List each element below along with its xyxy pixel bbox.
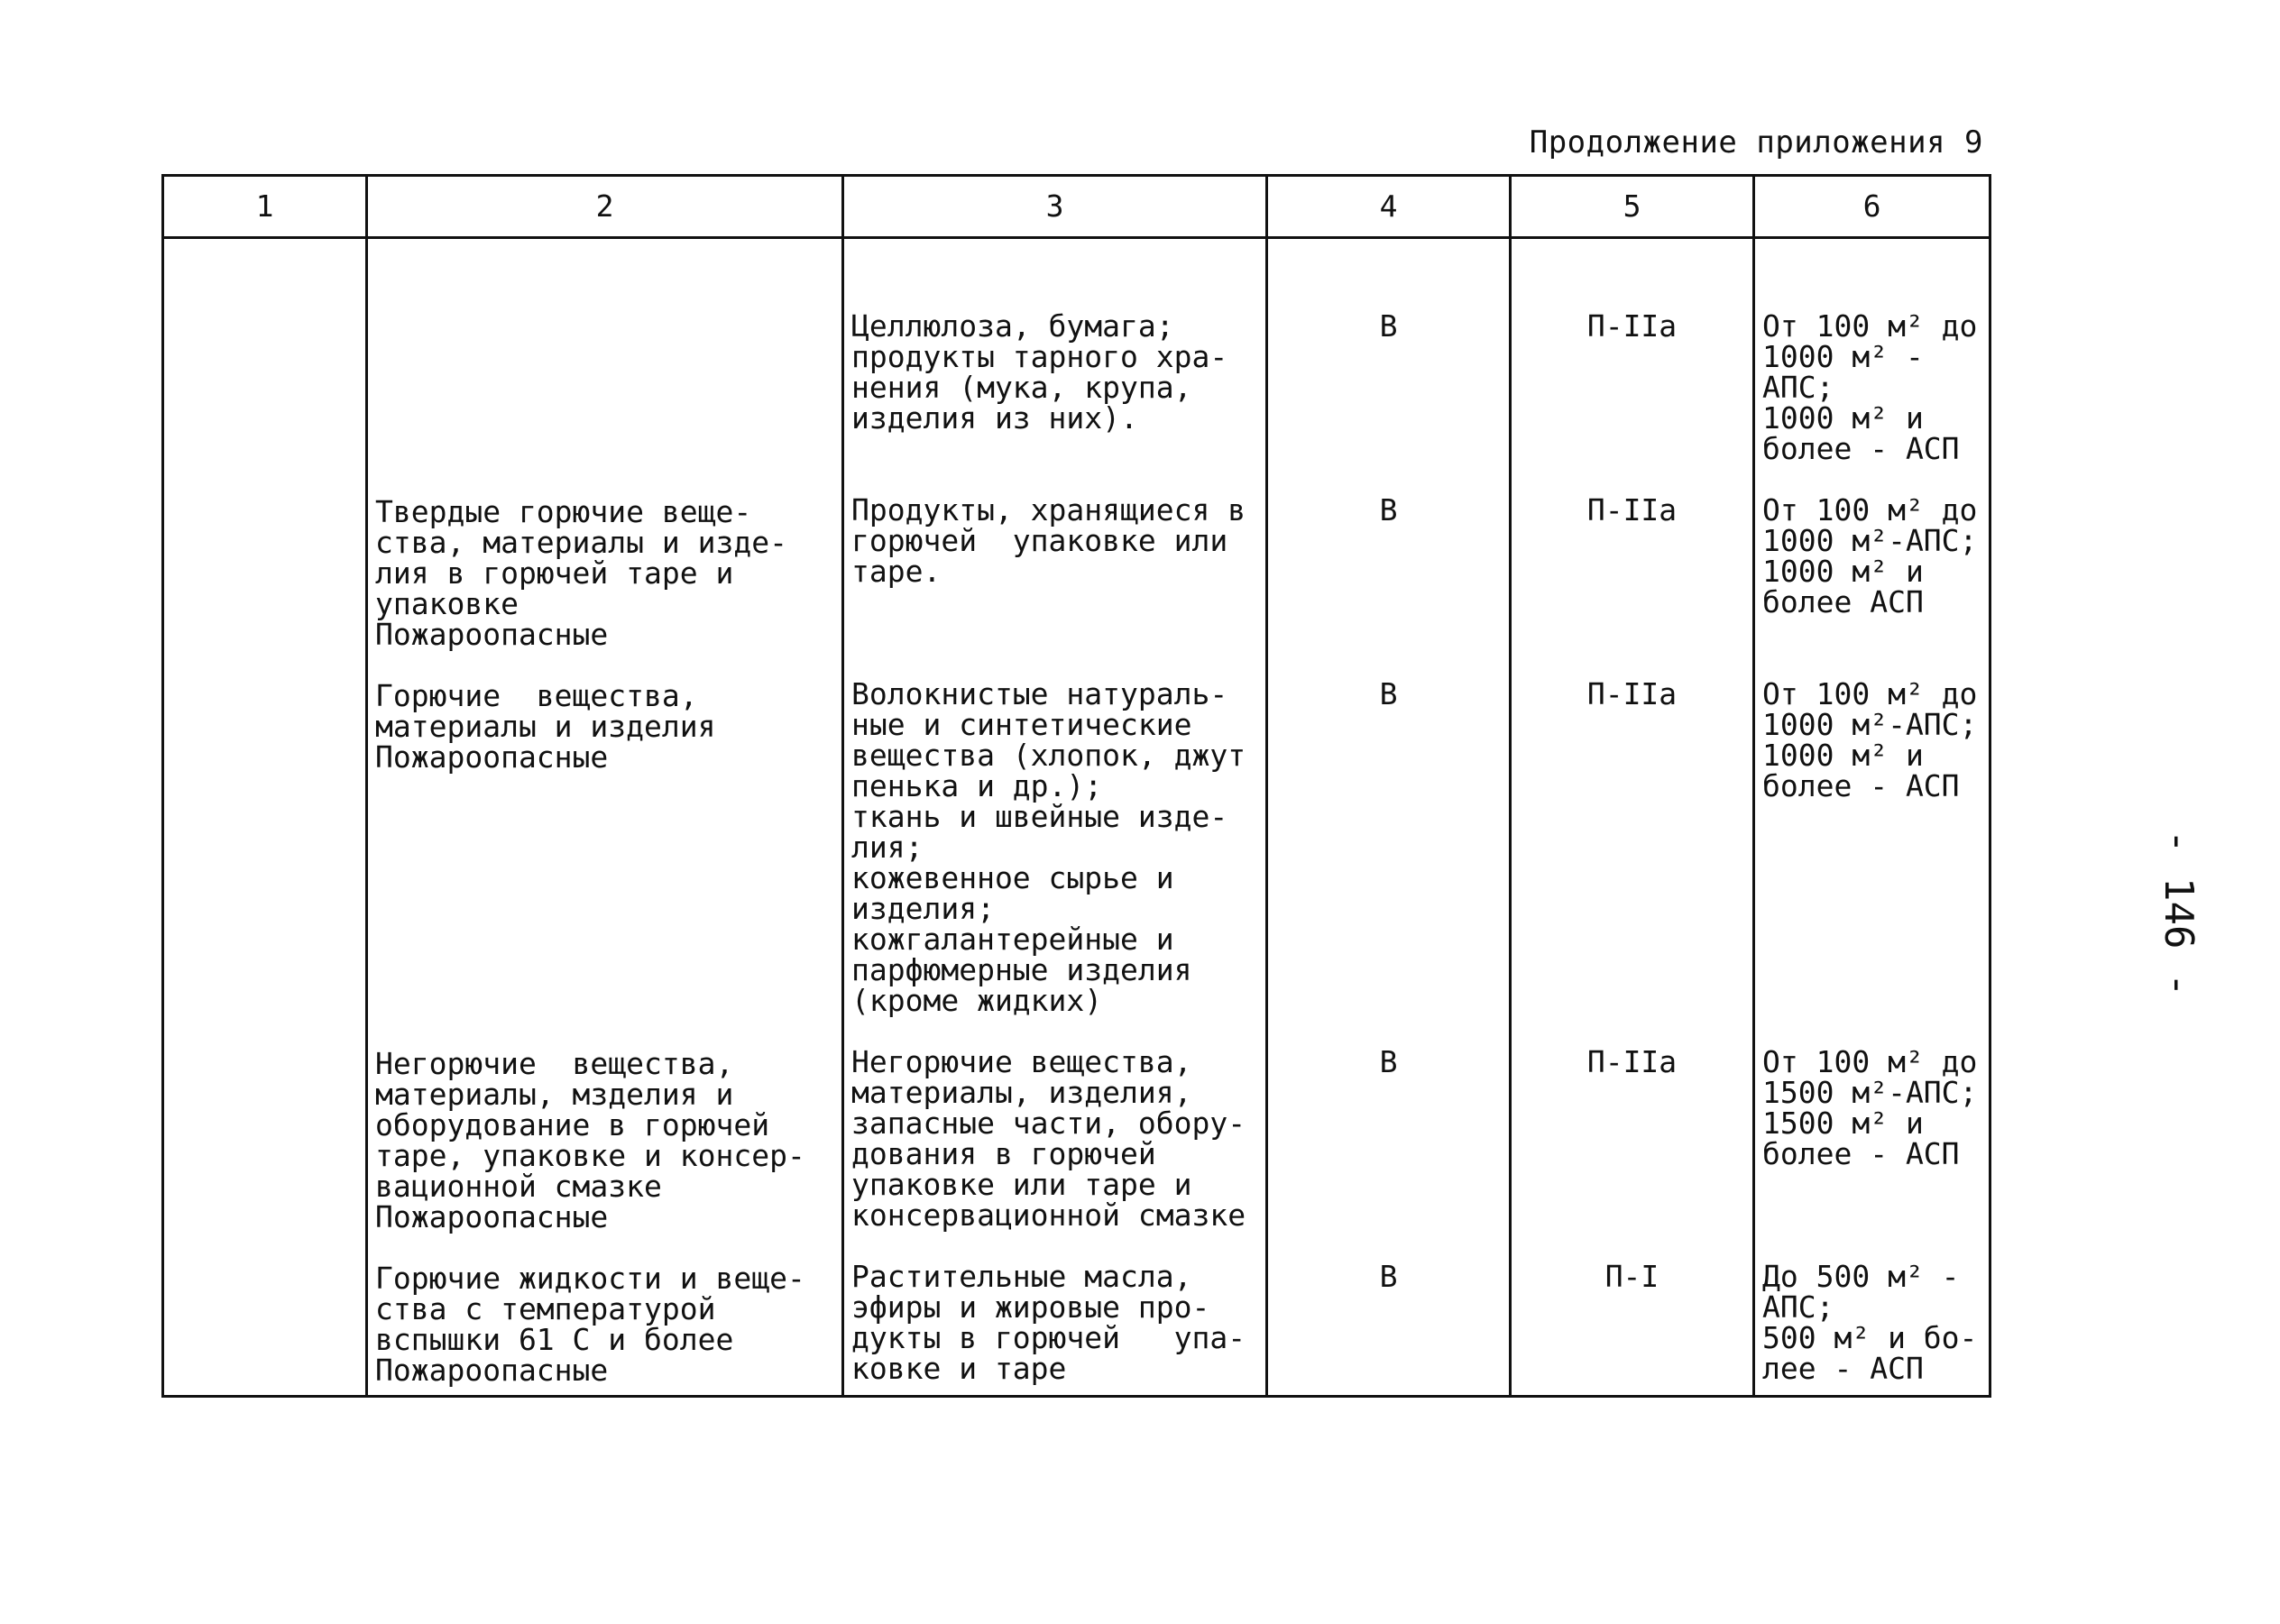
column-header-5: 5 xyxy=(1511,176,1754,238)
col4-entry-4: В xyxy=(1379,1044,1398,1079)
col3-entry-5: Растительные масла, эфиры и жировые про- дукты в горючей упа- ковке и таре xyxy=(851,1259,1246,1386)
column-2-cell xyxy=(367,238,843,1397)
col6-entry-2: От 100 м² до 1000 м²-АПС; 1000 м² и более АСП xyxy=(1762,492,1978,619)
column-header-4: 4 xyxy=(1267,176,1511,238)
col5-entry-2: П-IIа xyxy=(1586,492,1678,528)
column-header-3: 3 xyxy=(843,176,1267,238)
col4-entry-1: В xyxy=(1379,308,1398,344)
col5-entry-4: П-IIа xyxy=(1586,1044,1678,1079)
col6-entry-5: До 500 м² - АПС; 500 м² и бо- лее - АСП xyxy=(1762,1259,1978,1386)
col3-entry-4: Негорючие вещества, материалы, изделия, запасные части, обору- дования в горючей упаковке или таре и консервационной смазке xyxy=(851,1044,1246,1233)
col4-entry-2: В xyxy=(1379,492,1398,528)
col6-entry-3: От 100 м² до 1000 м²-АПС; 1000 м² и более - АСП xyxy=(1762,676,1978,803)
table-body-row xyxy=(163,238,1990,1397)
col4-entry-3: В xyxy=(1379,676,1398,711)
col5-entry-3: П-IIа xyxy=(1586,676,1678,711)
column-1-cell xyxy=(163,238,367,1397)
col3-entry-3: Волокнистые натураль- ные и синтетические вещества (хлопок, джут пенька и др.); ткань и швейные изде- лия; кожевенное сырье и изделия; кожгалантерейные и парфюмерные изделия (кроме жидких) xyxy=(851,676,1246,1018)
table-header-row xyxy=(163,176,1990,238)
column-4-cell xyxy=(1267,238,1511,1397)
col6-entry-4: От 100 м² до 1500 м²-АПС; 1500 м² и более - АСП xyxy=(1762,1044,1978,1171)
col3-entry-1: Целлюлоза, бумага; продукты тарного хра- нения (мука, крупа, изделия из них). xyxy=(851,308,1228,436)
column-3-cell xyxy=(843,238,1267,1397)
col5-entry-1: П-IIа xyxy=(1586,308,1678,344)
col2-entry-4: Негорючие вещества, материалы, мзделия и оборудование в горючей таре, упаковке и консер- вационной смазке Пожароопасные xyxy=(375,1046,805,1234)
col4-entry-5: В xyxy=(1379,1259,1398,1294)
col2-entry-3: Горючие вещества, материалы и изделия Пожароопасные xyxy=(375,678,716,775)
table-caption: Продолжение приложения 9 xyxy=(1529,124,1983,161)
col5-entry-5: П-I xyxy=(1604,1259,1659,1294)
column-5-cell xyxy=(1511,238,1754,1397)
appendix-table xyxy=(161,174,1991,1398)
page-number: - 146 - xyxy=(2156,830,2202,997)
col2-entry-5: Горючие жидкости и веще- ства с температурой вспышки 61 С и более Пожароопасные xyxy=(375,1261,805,1388)
column-header-2: 2 xyxy=(367,176,843,238)
col6-entry-1: От 100 м² до 1000 м² - АПС; 1000 м² и более - АСП xyxy=(1762,308,1978,466)
column-header-1: 1 xyxy=(163,176,367,238)
column-header-6: 6 xyxy=(1754,176,1990,238)
col2-entry-2: Твердые горючие веще- ства, материалы и изде- лия в горючей таре и упаковке Пожароопасные xyxy=(375,494,787,652)
column-6-cell xyxy=(1754,238,1990,1397)
col3-entry-2: Продукты, хранящиеся в горючей упаковке или таре. xyxy=(851,492,1246,589)
